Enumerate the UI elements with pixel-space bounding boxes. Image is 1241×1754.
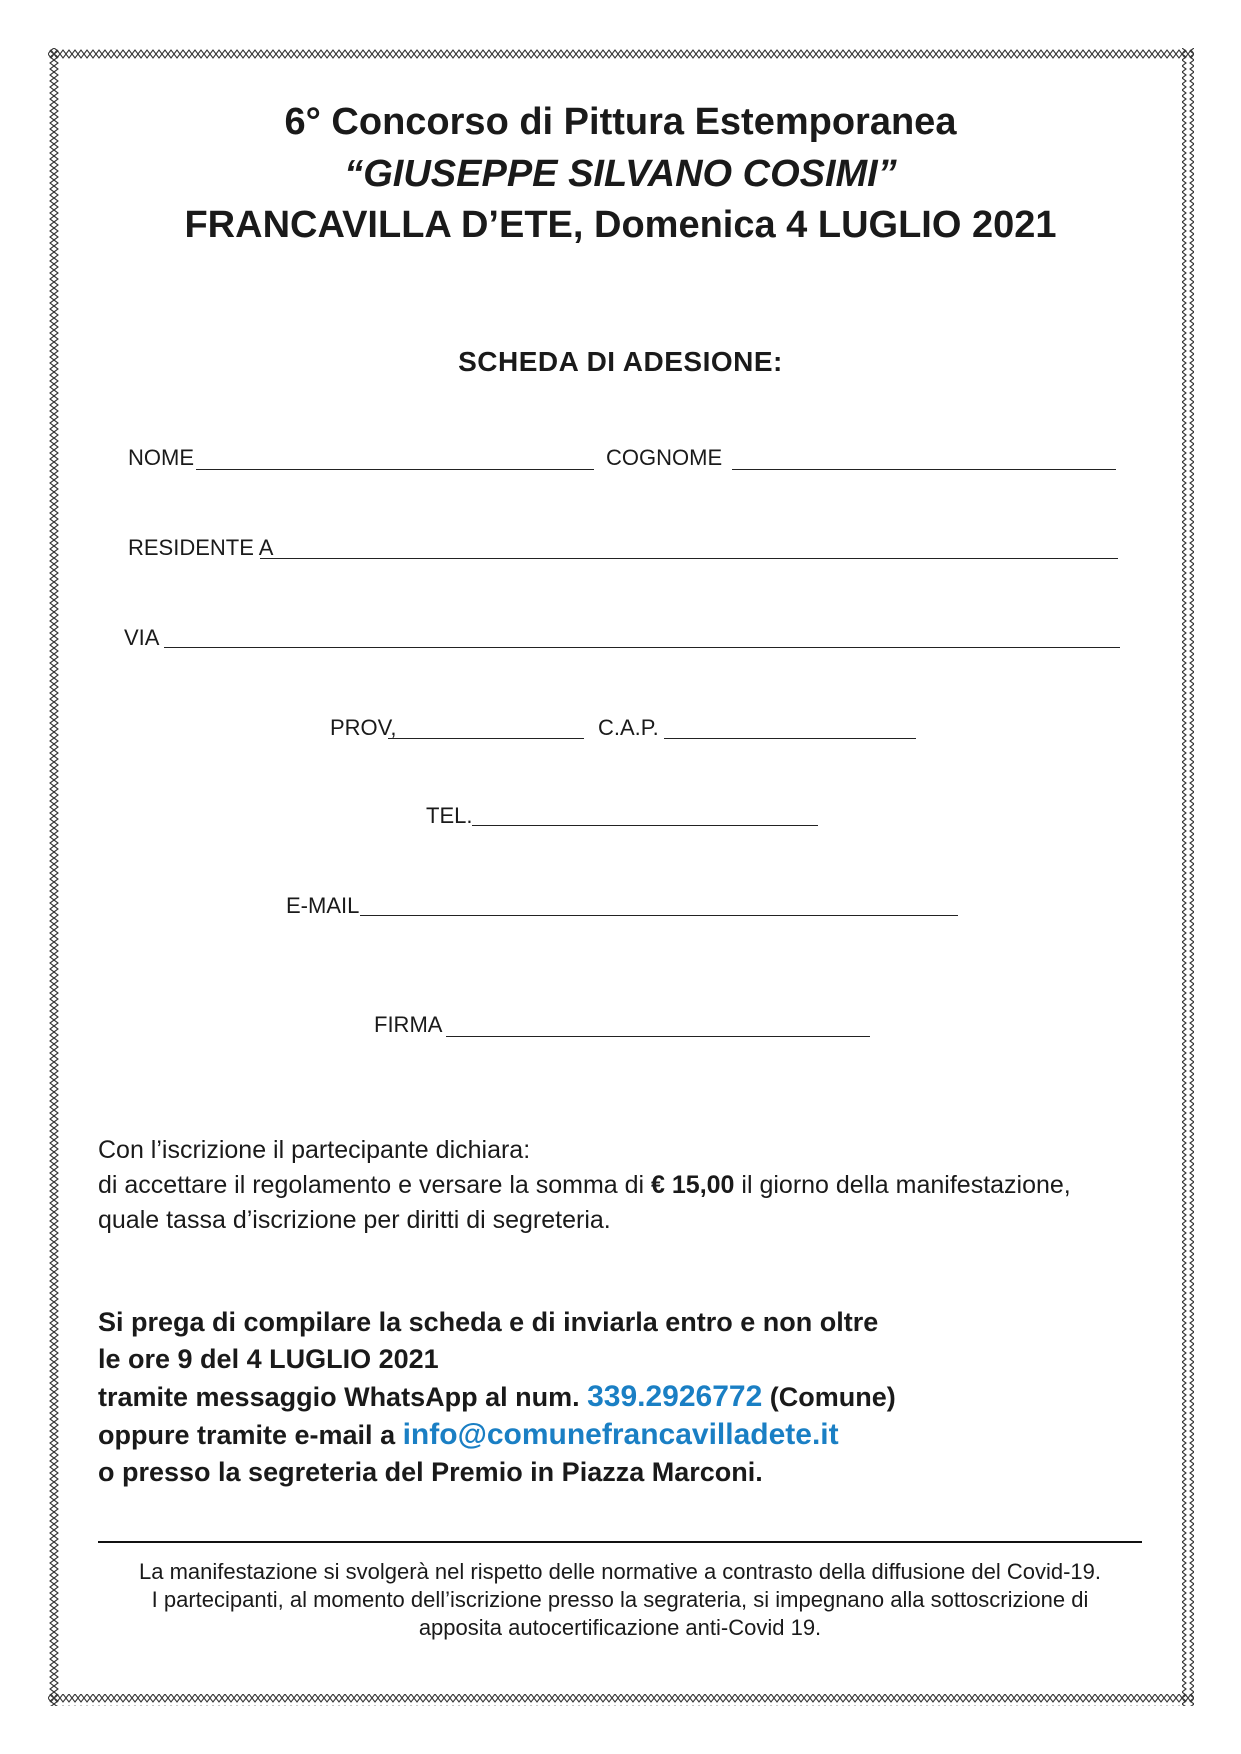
firma-label: FIRMA xyxy=(374,1012,443,1037)
cognome-field[interactable] xyxy=(732,469,1116,470)
residente-field[interactable] xyxy=(260,558,1118,559)
nome-label: NOME xyxy=(128,445,194,470)
whatsapp-phone-link[interactable]: 339.2926772 xyxy=(587,1380,763,1413)
submission-instructions xyxy=(98,1304,1158,1491)
footer-divider xyxy=(98,1541,1142,1543)
email-field[interactable] xyxy=(360,915,958,916)
cap-label: C.A.P. xyxy=(598,715,659,740)
cap-field[interactable] xyxy=(664,738,916,739)
declaration-line-1: Con l’iscrizione il partecipante dichiara: xyxy=(98,1136,531,1164)
contest-date-location: FRANCAVILLA D’ETE, Domenica 4 LUGLIO 2021 xyxy=(184,204,1057,246)
declaration-text-end: il giorno della manifestazione, xyxy=(734,1171,1071,1199)
residente-label: RESIDENTE A xyxy=(128,535,274,560)
instruction-line-2: le ore 9 del 4 LUGLIO 2021 xyxy=(98,1344,439,1374)
contest-title: 6° Concorso di Pittura Estemporanea xyxy=(284,101,957,143)
contact-email-link[interactable]: info@comunefrancavilladete.it xyxy=(402,1418,839,1451)
instruction-line-5: o presso la segreteria del Premio in Piazza Marconi. xyxy=(98,1457,763,1487)
tel-field[interactable] xyxy=(472,825,818,826)
form-title: SCHEDA DI ADESIONE: xyxy=(458,346,783,377)
instruction-line-1: Si prega di compilare la scheda e di inviarla entro e non oltre xyxy=(98,1307,879,1337)
whatsapp-owner: (Comune) xyxy=(762,1382,896,1412)
prov-field[interactable] xyxy=(388,738,584,739)
whatsapp-text: tramite messaggio WhatsApp al num. xyxy=(98,1382,588,1412)
covid-notice-line-2: I partecipanti, al momento dell’iscrizione presso la segrateria, si impegnano alla sottoscrizione di xyxy=(151,1587,1089,1612)
contest-dedication: “GIUSEPPE SILVANO COSIMI” xyxy=(344,153,897,195)
nome-field[interactable] xyxy=(196,469,594,470)
covid-notice-line-3: apposita autocertificazione anti-Covid 19. xyxy=(418,1615,822,1640)
fee-amount: € 15,00 xyxy=(651,1171,735,1199)
covid-notice xyxy=(88,1558,1152,1642)
instruction-line-4 xyxy=(98,1416,1158,1454)
prov-label: PROV, xyxy=(330,715,397,740)
declaration-line-2 xyxy=(98,1168,1158,1203)
via-field[interactable] xyxy=(164,647,1120,648)
declaration xyxy=(98,1133,1158,1238)
via-label: VIA xyxy=(124,625,160,650)
instruction-line-3 xyxy=(98,1378,1158,1416)
cognome-label: COGNOME xyxy=(606,445,723,470)
email-label: E-MAIL xyxy=(286,893,360,918)
covid-notice-line-1: La manifestazione si svolgerà nel rispetto delle normative a contrasto della diffusione del Covid-19. xyxy=(138,1559,1102,1584)
declaration-text: di accettare il regolamento e versare la somma di xyxy=(98,1171,652,1199)
declaration-line-3: quale tassa d’iscrizione per diritti di segreteria. xyxy=(98,1206,611,1234)
tel-label: TEL. xyxy=(426,803,473,828)
email-text: oppure tramite e-mail a xyxy=(98,1420,403,1450)
firma-field[interactable] xyxy=(446,1036,870,1037)
